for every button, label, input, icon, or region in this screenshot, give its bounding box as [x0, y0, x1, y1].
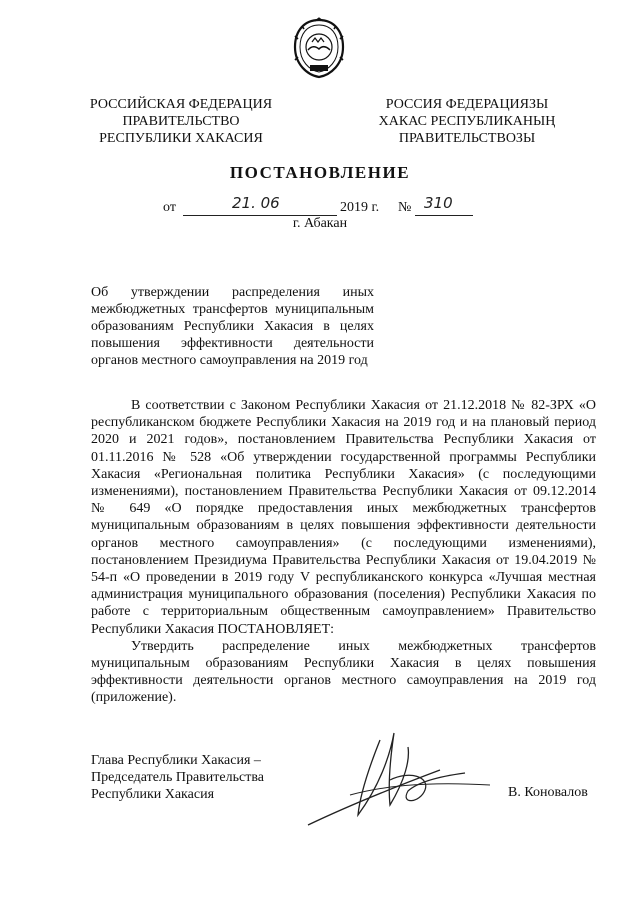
header-right-block	[372, 96, 562, 147]
header-left-line: ПРАВИТЕЛЬСТВО	[122, 114, 240, 129]
header-right-line: РОССИЯ ФЕДЕРАЦИЯЗЫ	[385, 97, 549, 112]
subject-line: межбюджетных трансфертов муниципальным	[91, 302, 374, 317]
signatory-title	[91, 752, 264, 803]
body-paragraph: В соответствии с Законом Республики Хакасия от 21.12.2018 № 82-ЗРХ «О республиканском бюджете Республики Хакасия на 2019 год и на плановый период 2020 и 2021 годов», постановлением Правительства Республики Хакасия от 01.11.2016 № 528 «Об утверждении государственной программы Республики Хакасия «Региональная политика Республики Хакасия» (с последующими изменениями), постановлением Правительства Республики Хакасия от 09.12.2014 № 649 «О порядке предоставления иных межбюджетных трансфертов муниципальным образованиям в целях повышения эффективности деятельности органов местного самоуправления» (с последующими изменениями), постановлением Президиума Правительства Республики Хакасия от 19.04.2019 № 54-п «О проведении в 2019 году V республиканского конкурса «Лучшая местная администрация муниципального образования (поселения) Республики Хакасия по работе с территориальным общественным самоуправлением» Правительство Республики Хакасия ПОСТАНОВЛЯЕТ:	[91, 398, 596, 637]
header-right-line: ПРАВИТЕЛЬСТВОЗЫ	[398, 131, 536, 146]
document-title: ПОСТАНОВЛЕНИЕ	[229, 163, 411, 182]
subject-line: Об утверждении распределения иных	[91, 285, 374, 300]
signatory-line: Глава Республики Хакасия –	[91, 753, 261, 768]
subject-line: повышения эффективности деятельности	[91, 336, 374, 351]
body-paragraph: Утвердить распределение иных межбюджетных трансфертов муниципальным образованиям Республики Хакасия в целях повышения эффективности деятельности органов местного самоуправления на 2019 год (приложение).	[91, 638, 596, 706]
signatory-name: В. Коновалов	[508, 785, 588, 800]
number-value: 310	[424, 194, 453, 212]
year-text: 2019 г.	[340, 200, 380, 215]
handwritten-signature	[290, 725, 510, 830]
coat-of-arms-emblem	[290, 17, 348, 79]
subject-line: образованиям Республики Хакасия в целях	[91, 319, 374, 334]
header-left-line: РЕСПУБЛИКИ ХАКАСИЯ	[99, 131, 263, 146]
header-left-block	[86, 96, 276, 147]
document-subject	[91, 284, 374, 369]
header-right-line: ХАКАС РЕСПУБЛИКАНЫҢ	[378, 114, 556, 129]
signatory-line: Республики Хакасия	[91, 787, 215, 802]
city-label: г. Абакан	[292, 216, 348, 231]
number-prefix: №	[398, 200, 412, 215]
date-value: 21. 06	[232, 194, 280, 212]
header-left-line: РОССИЙСКАЯ ФЕДЕРАЦИЯ	[89, 97, 273, 112]
document-body	[91, 397, 596, 707]
subject-line: органов местного самоуправления на 2019 год	[91, 353, 368, 368]
date-prefix: от	[163, 200, 176, 215]
signatory-line: Председатель Правительства	[91, 770, 264, 785]
